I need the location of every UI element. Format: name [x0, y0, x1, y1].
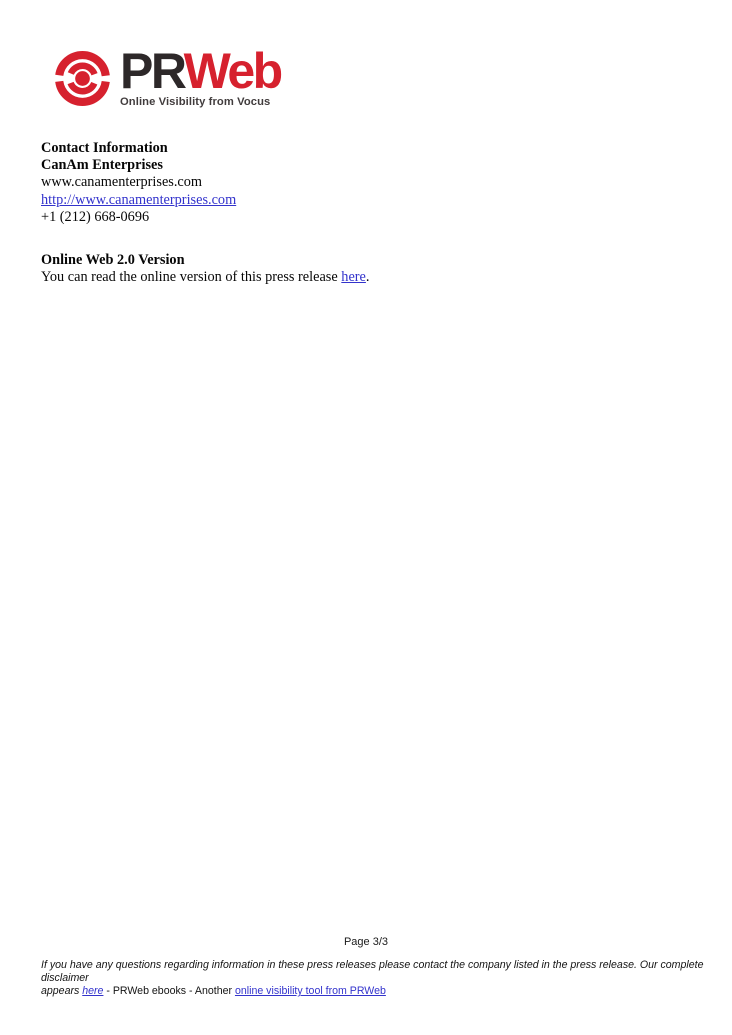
- prweb-target-icon: [55, 51, 110, 106]
- disclaimer: [41, 959, 713, 999]
- prweb-logo: [55, 43, 281, 108]
- contact-website-link[interactable]: http://www.canamenterprises.com: [41, 191, 237, 208]
- logo-tagline: Online Visibility from Vocus: [120, 96, 271, 108]
- disclaimer-line2: [41, 985, 713, 998]
- online-version-here-link[interactable]: here: [341, 269, 366, 286]
- contact-website-link-row: [41, 192, 236, 209]
- online-version-text-before: You can read the online version of this press release: [41, 269, 342, 286]
- prweb-wordmark: [120, 43, 281, 108]
- disclaimer-appears: appears: [41, 985, 83, 998]
- brand-pr: PR: [120, 43, 184, 99]
- online-version-section: [41, 252, 369, 286]
- brand-web: Web: [183, 43, 281, 99]
- disclaimer-middle-text: - PRWeb ebooks - Another: [103, 985, 235, 998]
- online-version-text-after: .: [365, 269, 370, 286]
- disclaimer-here-link[interactable]: here: [82, 985, 104, 998]
- online-version-heading: Online Web 2.0 Version: [41, 252, 185, 268]
- brand-name: [120, 43, 281, 99]
- contact-phone: +1 (212) 668-0696: [41, 208, 150, 225]
- online-version-text: [41, 269, 369, 286]
- disclaimer-line1: [41, 959, 713, 985]
- contact-company: CanAm Enterprises: [41, 157, 163, 174]
- disclaimer-line1-text: If you have any questions regarding information in these press releases please contact the company listed in the press release. Our complete disclaimer: [41, 959, 704, 985]
- contact-section: [41, 140, 236, 226]
- disclaimer-tool-link[interactable]: online visibility tool from PRWeb: [234, 985, 386, 998]
- contact-heading: Contact Information: [41, 140, 168, 156]
- contact-website: www.canamenterprises.com: [41, 174, 203, 191]
- page-number: Page 3/3: [343, 936, 389, 948]
